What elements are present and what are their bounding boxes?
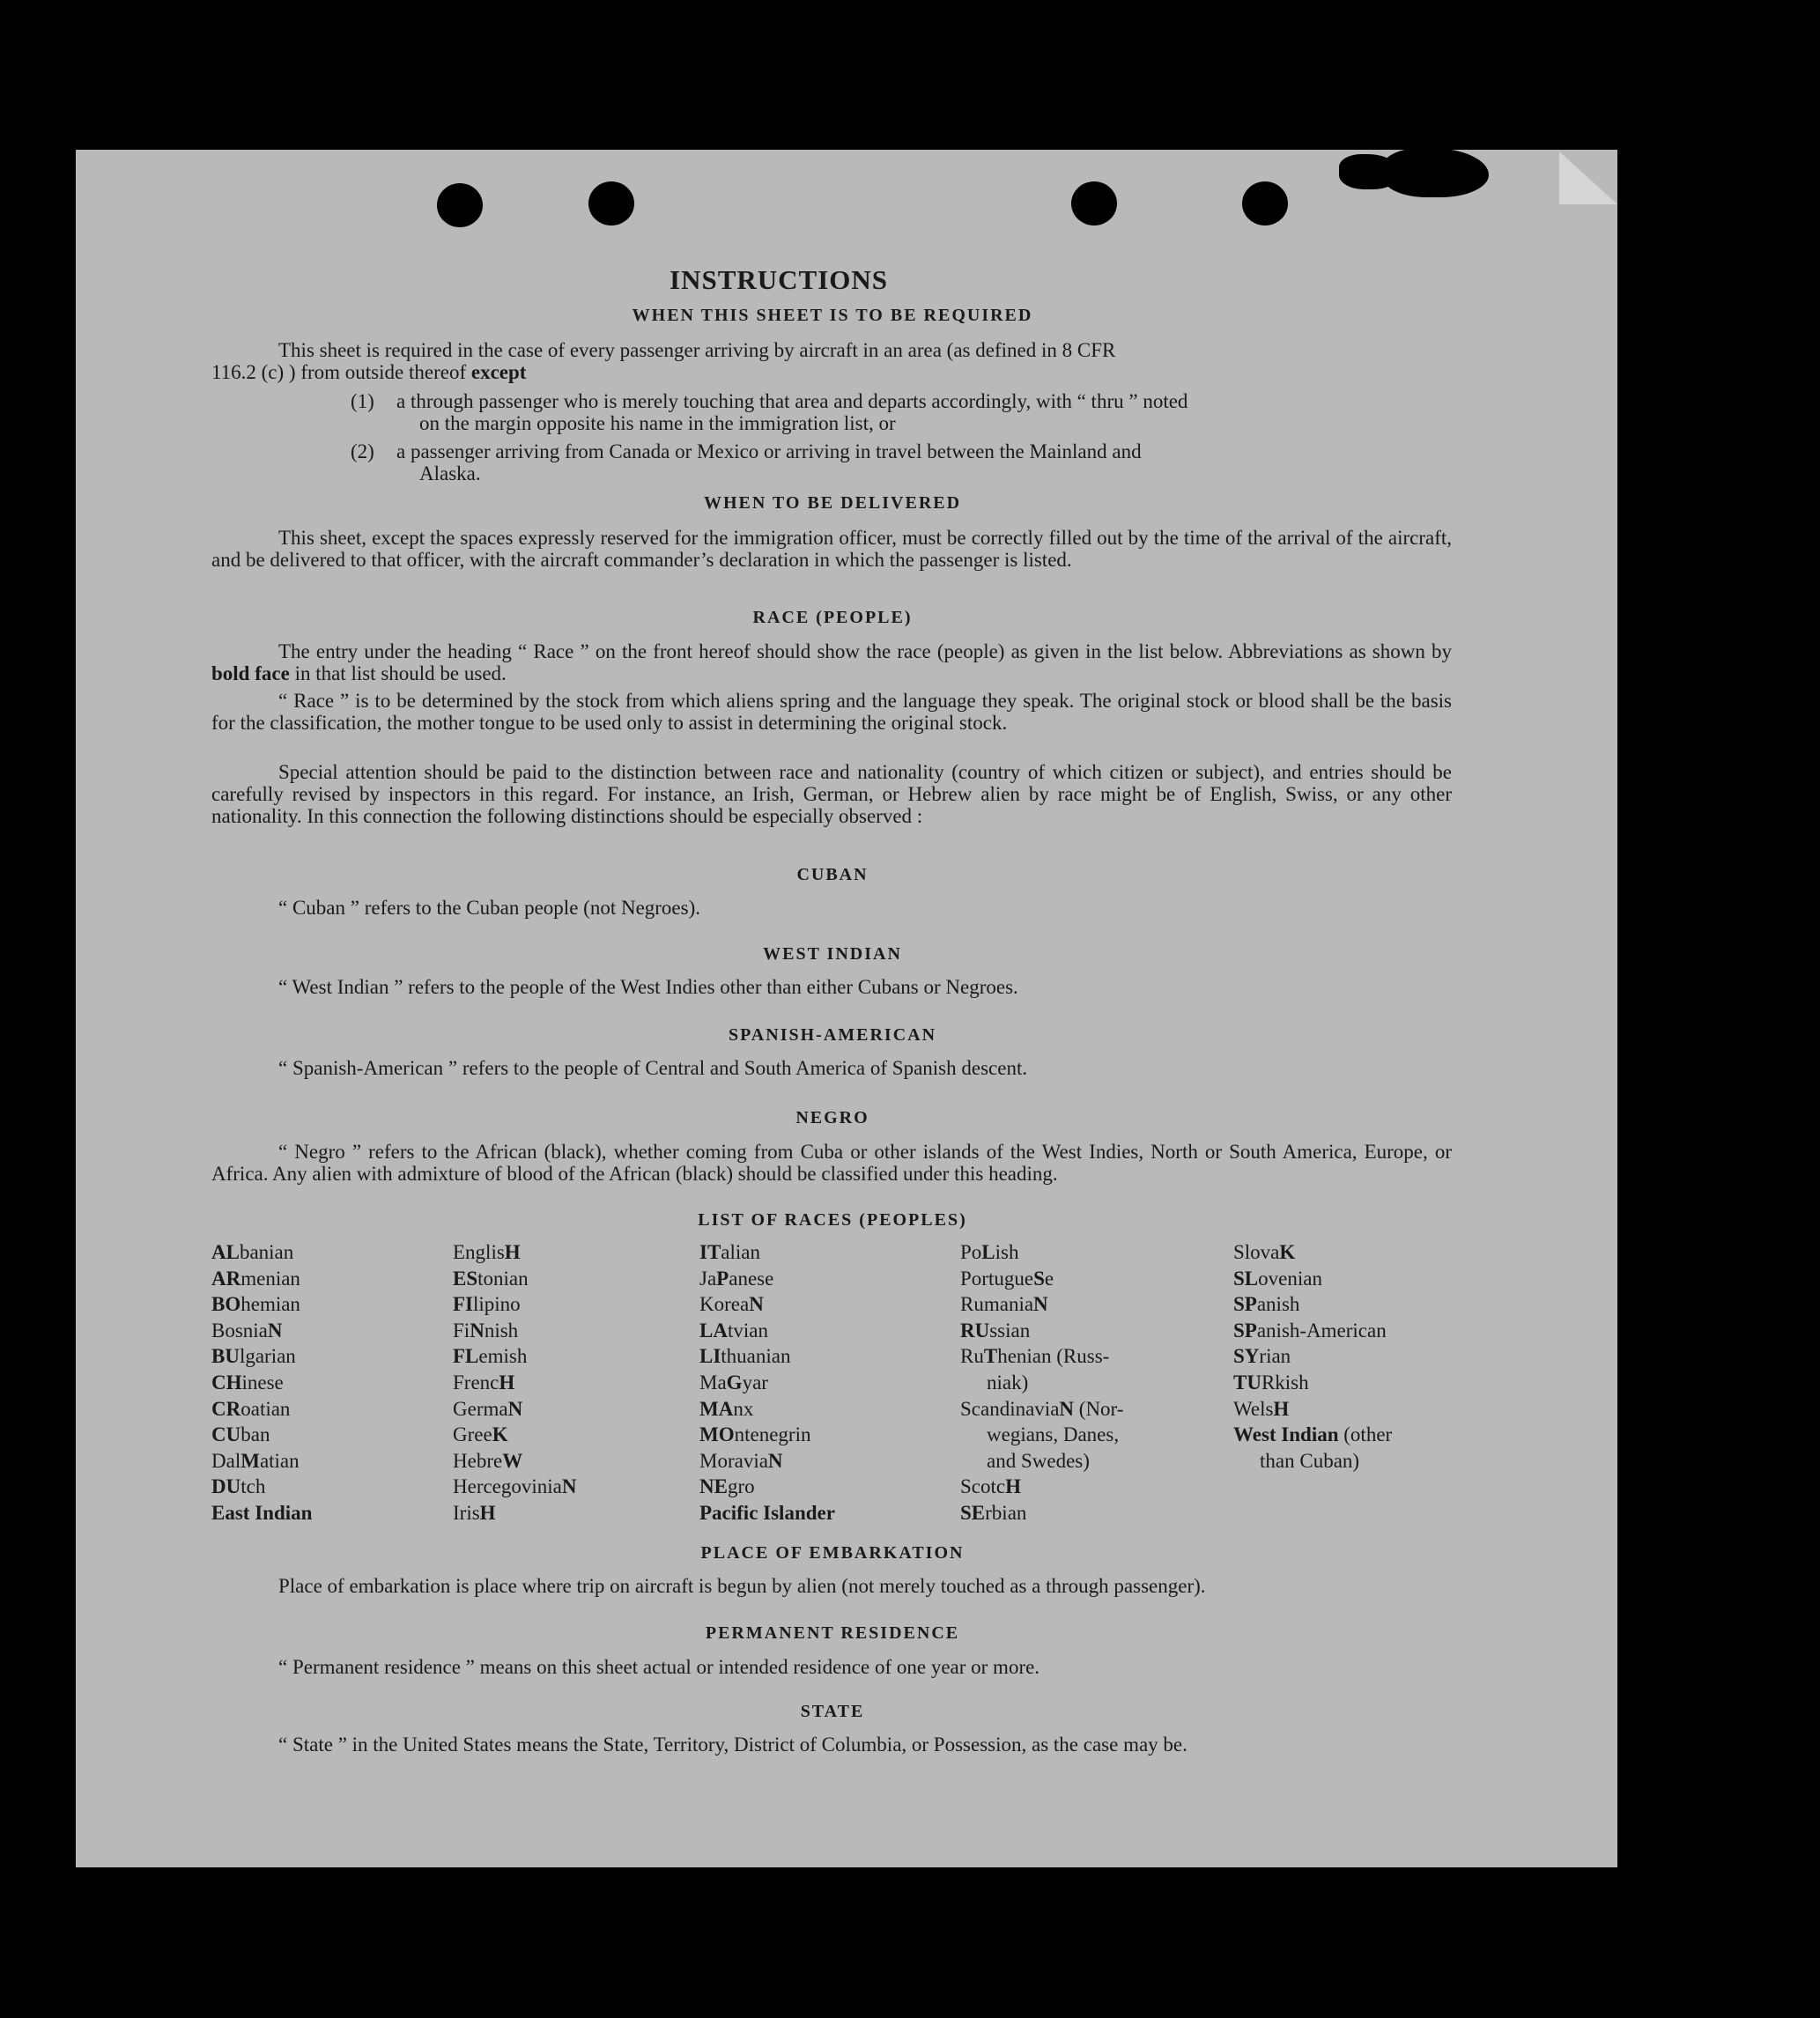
race-entry: LIthuanian	[699, 1345, 791, 1368]
race-entry: TURkish	[1233, 1371, 1309, 1393]
punch-hole	[1071, 181, 1117, 225]
race-entry: CRoatian	[211, 1397, 291, 1420]
races-column-1	[211, 1239, 312, 1526]
race-entry: ARmenian	[211, 1267, 300, 1290]
races-column-5	[1233, 1239, 1392, 1474]
heading-cuban: CUBAN	[796, 865, 869, 884]
paragraph-race-1: The entry under the heading “ Race ” on the front hereof should show the race (people) as given in the list below. Abbreviations as shown by bold face in that list should be used.	[211, 640, 1452, 684]
race-entry: EStonian	[453, 1267, 529, 1290]
heading-embarkation: PLACE OF EMBARKATION	[700, 1543, 965, 1563]
race-entry: MaGyar	[699, 1371, 768, 1393]
race-entry: DUtch	[211, 1475, 266, 1498]
race-entry: ScandinaviaN (Nor-	[960, 1397, 1124, 1420]
paragraph-spanish-american: “ Spanish-American ” refers to the people of Central and South America of Spanish descent.	[278, 1057, 1028, 1079]
torn-edge	[1339, 154, 1401, 189]
race-entry: niak)	[987, 1371, 1029, 1393]
races-column-2	[453, 1239, 577, 1526]
paragraph-negro: “ Negro ” refers to the African (black), whether coming from Cuba or other islands of the West Indies, North or South America, Europe, or Africa. Any alien with admixture of blood of the African (black) should be classified under this heading.	[211, 1141, 1452, 1185]
race-entry: wegians, Danes,	[987, 1423, 1120, 1446]
race-entry: FrencH	[453, 1371, 515, 1393]
heading-when-delivered: WHEN TO BE DELIVERED	[703, 493, 962, 513]
paragraph-race-2: “ Race ” is to be determined by the stock from which aliens spring and the language they speak. The original stock or blood shall be the basis for the classification, the mother tongue to be used only to assist in determining the original stock.	[211, 690, 1452, 734]
race-entry: Pacific Islander	[699, 1501, 835, 1524]
race-entry: JaPanese	[699, 1267, 774, 1290]
race-entry: NEgro	[699, 1475, 755, 1498]
race-entry: SPanish-American	[1233, 1319, 1387, 1342]
paragraph-west-indian: “ West Indian ” refers to the people of the West Indies other than either Cubans or Negroes.	[278, 976, 1018, 998]
race-entry: BOhemian	[211, 1293, 300, 1316]
punch-hole	[588, 181, 634, 225]
paragraph-race-3: Special attention should be paid to the distinction between race and nationality (country of which citizen or subject), and entries should be carefully revised by inspectors in this regard. For instance, an Irish, German, or Hebrew alien by race might be of English, Swiss, or any other nationality. In this connection the following distinctions should be especially observed :	[211, 761, 1452, 827]
race-entry: SlovaK	[1233, 1241, 1296, 1263]
race-entry: CHinese	[211, 1371, 284, 1393]
heading-permanent-residence: PERMANENT RESIDENCE	[705, 1623, 960, 1643]
paragraph-embarkation: Place of embarkation is place where trip on aircraft is begun by alien (not merely touched as a through passenger).	[278, 1575, 1206, 1597]
race-entry: RUssian	[960, 1319, 1031, 1342]
race-entry: WelsH	[1233, 1397, 1290, 1420]
race-entry: CUban	[211, 1423, 270, 1446]
paragraph-when-required: This sheet is required in the case of every passenger arriving by aircraft in an area (as defined in 8 CFR 116.2 (c) ) from outside thereof except	[211, 339, 1116, 383]
race-entry: KoreaN	[699, 1293, 764, 1316]
race-entry: East Indian	[211, 1501, 313, 1524]
race-entry: PoLish	[960, 1241, 1019, 1263]
race-entry: DalMatian	[211, 1449, 300, 1472]
race-entry: SYrian	[1233, 1345, 1291, 1368]
race-entry: PortugueSe	[960, 1267, 1054, 1290]
heading-state: STATE	[800, 1702, 865, 1721]
heading-when-required: WHEN THIS SHEET IS TO BE REQUIRED	[632, 306, 1033, 325]
paragraph-when-delivered: This sheet, except the spaces expressly reserved for the immigration officer, must be correctly filled out by the time of the arrival of the aircraft, and be delivered to that officer, with the aircraft commander’s declaration in which the passenger is listed.	[211, 527, 1452, 571]
paragraph-permanent-residence: “ Permanent residence ” means on this sheet actual or intended residence of one year or more.	[278, 1656, 1040, 1678]
punch-hole	[1242, 181, 1288, 225]
race-entry: ScotcH	[960, 1475, 1021, 1498]
page-title: INSTRUCTIONS	[670, 264, 889, 295]
paragraph-cuban: “ Cuban ” refers to the Cuban people (not Negroes).	[278, 897, 701, 919]
race-entry: SPanish	[1233, 1293, 1300, 1316]
race-entry: GermaN	[453, 1397, 523, 1420]
races-column-3	[699, 1239, 835, 1526]
race-entry: SErbian	[960, 1501, 1027, 1524]
races-column-4	[960, 1239, 1123, 1526]
heading-list-of-races: LIST OF RACES (PEOPLES)	[698, 1210, 967, 1230]
race-entry: EnglisH	[453, 1241, 521, 1263]
race-entry: FiNnish	[453, 1319, 519, 1342]
punch-hole	[437, 183, 483, 227]
race-entry: GreeK	[453, 1423, 508, 1446]
race-entry: BUlgarian	[211, 1345, 296, 1368]
race-entry: MOntenegrin	[699, 1423, 811, 1446]
heading-negro: NEGRO	[795, 1108, 869, 1127]
race-entry: LAtvian	[699, 1319, 768, 1342]
race-entry: BosniaN	[211, 1319, 283, 1342]
heading-west-indian: WEST INDIAN	[763, 944, 902, 964]
paragraph-state: “ State ” in the United States means the State, Territory, District of Columbia, or Possession, as the case may be.	[278, 1733, 1187, 1756]
heading-race: RACE (PEOPLE)	[752, 608, 913, 627]
race-entry: ITalian	[699, 1241, 760, 1263]
race-entry: IrisH	[453, 1501, 496, 1524]
race-entry: HebreW	[453, 1449, 523, 1472]
race-entry: SLovenian	[1233, 1267, 1322, 1290]
race-entry: MoraviaN	[699, 1449, 783, 1472]
race-entry: West Indian (other	[1233, 1423, 1393, 1446]
race-entry: FLemish	[453, 1345, 528, 1368]
race-entry: HercegoviniaN	[453, 1475, 577, 1498]
race-entry: FIlipino	[453, 1293, 521, 1316]
race-entry: MAnx	[699, 1397, 754, 1420]
race-entry: than Cuban)	[1260, 1449, 1360, 1472]
race-entry: RumaniaN	[960, 1293, 1048, 1316]
race-entry: and Swedes)	[987, 1449, 1090, 1472]
heading-spanish-american: SPANISH-AMERICAN	[728, 1025, 937, 1045]
race-entry: RuThenian (Russ-	[960, 1345, 1110, 1368]
race-entry: ALbanian	[211, 1241, 294, 1263]
